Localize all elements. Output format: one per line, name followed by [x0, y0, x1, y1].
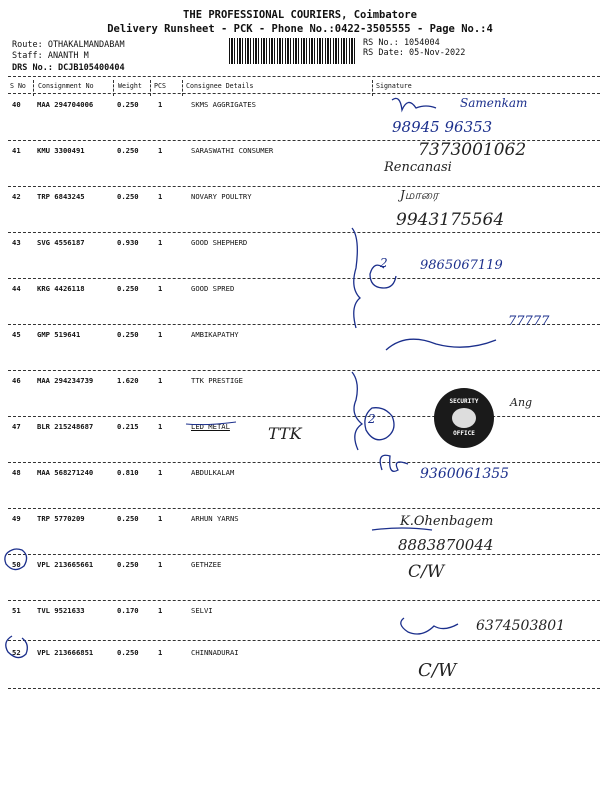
row-weight: 1.620	[117, 376, 139, 385]
cw-note-r50: C/W	[408, 562, 445, 582]
row-consignment: MAA 294234739	[37, 376, 94, 385]
bracket-note-2: 2	[368, 412, 376, 426]
row-weight: 0.250	[117, 560, 139, 569]
row-consignment: MAA 294704006	[37, 100, 94, 109]
row-pcs: 1	[158, 560, 163, 569]
row-consignee: ABDULKALAM	[191, 468, 235, 477]
row-weight: 0.810	[117, 468, 139, 477]
stamp-bottom-text: OFFICE	[453, 430, 475, 437]
col-consignment: Consignment No	[38, 82, 94, 90]
row-consignee: GOOD SHEPHERD	[191, 238, 248, 247]
row-consignee: SARASWATHI CONSUMER	[191, 146, 274, 155]
col-sno: S No	[10, 82, 26, 90]
signature-phone-r43: 9865067119	[420, 258, 503, 273]
row-pcs: 1	[158, 376, 163, 385]
row-consignment: VPL 213665661	[37, 560, 94, 569]
signature-phone-r40: 98945 96353	[392, 118, 493, 136]
row-consignment: MAA 568271240	[37, 468, 94, 477]
row-pcs: 1	[158, 330, 163, 339]
row-sno: 44	[12, 284, 21, 293]
row-sno: 41	[12, 146, 21, 155]
row-consignment: TVL 9521633	[37, 606, 85, 615]
row-consignee: ARHUN YARNS	[191, 514, 239, 523]
row-sno: 46	[12, 376, 21, 385]
row-pcs: 1	[158, 422, 163, 431]
signature-phone-r48: 9360061355	[420, 466, 510, 482]
row-sno: 42	[12, 192, 21, 201]
row-weight: 0.250	[117, 284, 139, 293]
cw-note-r52: C/W	[418, 660, 457, 681]
signature-mark-r46: Ang	[510, 396, 533, 409]
row-pcs: 1	[158, 468, 163, 477]
signature-phone-r51: 6374503801	[476, 618, 566, 634]
row-sno: 52	[12, 648, 21, 657]
row-sno: 51	[12, 606, 21, 615]
row-sno: 48	[12, 468, 21, 477]
row-sno: 43	[12, 238, 21, 247]
row-weight: 0.215	[117, 422, 139, 431]
row-consignee: LED METAL	[191, 422, 230, 431]
row-sno: 47	[12, 422, 21, 431]
col-consignee: Consignee Details	[186, 82, 254, 90]
row-consignee: GOOD SPRED	[191, 284, 235, 293]
rs-date: RS Date: 05-Nov-2022	[363, 48, 466, 58]
stamp-top-text: SECURITY	[449, 398, 479, 405]
row-sno: 49	[12, 514, 21, 523]
row-sno: 50	[12, 560, 21, 569]
row-weight: 0.250	[117, 648, 139, 657]
row-consignment: SVG 4556187	[37, 238, 85, 247]
row-consignment: VPL 213666851	[37, 648, 94, 657]
row-consignee: TTK PRESTIGE	[191, 376, 243, 385]
row-consignee: GETHZEE	[191, 560, 222, 569]
row-weight: 0.250	[117, 330, 139, 339]
row-consignment: TRP 6843245	[37, 192, 85, 201]
row-consignee: SELVI	[191, 606, 213, 615]
row-pcs: 1	[158, 192, 163, 201]
row-consignee: CHINNADURAI	[191, 648, 239, 657]
row-consignment: BLR 215248687	[37, 422, 94, 431]
drs-number: DRS No.: DCJB105400404	[12, 63, 125, 73]
signature-name-r42: Jமாரை	[400, 188, 439, 202]
row-pcs: 1	[158, 146, 163, 155]
staff-label: Staff: ANANTH M	[12, 51, 89, 61]
row-consignee: SKMS AGGRIGATES	[191, 100, 256, 109]
row-pcs: 1	[158, 514, 163, 523]
signature-phone-r41: 7373001062	[418, 140, 527, 160]
row-weight: 0.250	[117, 146, 139, 155]
row-weight: 0.250	[117, 100, 139, 109]
col-signature: Signature	[376, 82, 412, 90]
stamp-emblem	[452, 408, 476, 428]
row-sno: 40	[12, 100, 21, 109]
runsheet-title: THE PROFESSIONAL COURIERS, Coimbatore	[183, 9, 417, 21]
row-weight: 0.250	[117, 514, 139, 523]
signature-name-r49: K.Ohenbagem	[400, 514, 494, 529]
row-consignee: AMBIKAPATHY	[191, 330, 239, 339]
row-weight: 0.930	[117, 238, 139, 247]
signature-phone-r45: 77777	[508, 314, 550, 329]
row-pcs: 1	[158, 284, 163, 293]
runsheet-subtitle: Delivery Runsheet - PCK - Phone No.:0422-3505555 - Page No.:4	[107, 23, 493, 35]
row-pcs: 1	[158, 238, 163, 247]
row-consignment: GMP 519641	[37, 330, 81, 339]
row-weight: 0.250	[117, 192, 139, 201]
signature-name-r40: Samenkam	[460, 96, 528, 110]
route-label: Route: OTHAKALMANDABAM	[12, 40, 125, 50]
row-weight: 0.170	[117, 606, 139, 615]
row-pcs: 1	[158, 100, 163, 109]
signature-name-r41: Rencanasi	[384, 160, 452, 175]
rs-number: RS No.: 1054004	[363, 38, 440, 48]
row-consignment: KMU 3300491	[37, 146, 85, 155]
row-consignee: NOVARY POULTRY	[191, 192, 252, 201]
bracket-note-1: 2	[380, 256, 388, 270]
row-sno: 45	[12, 330, 21, 339]
signature-phone-r49: 8883870044	[398, 536, 494, 554]
row-pcs: 1	[158, 606, 163, 615]
security-office-stamp	[434, 388, 494, 448]
signature-phone-r42: 9943175564	[396, 210, 505, 230]
col-weight: Weight	[118, 82, 142, 90]
col-pcs: PCS	[154, 82, 166, 90]
row-pcs: 1	[158, 648, 163, 657]
row-consignment: KRG 4426118	[37, 284, 85, 293]
handwritten-note-r47: TTK	[268, 424, 302, 443]
row-consignment: TRP 5770209	[37, 514, 85, 523]
